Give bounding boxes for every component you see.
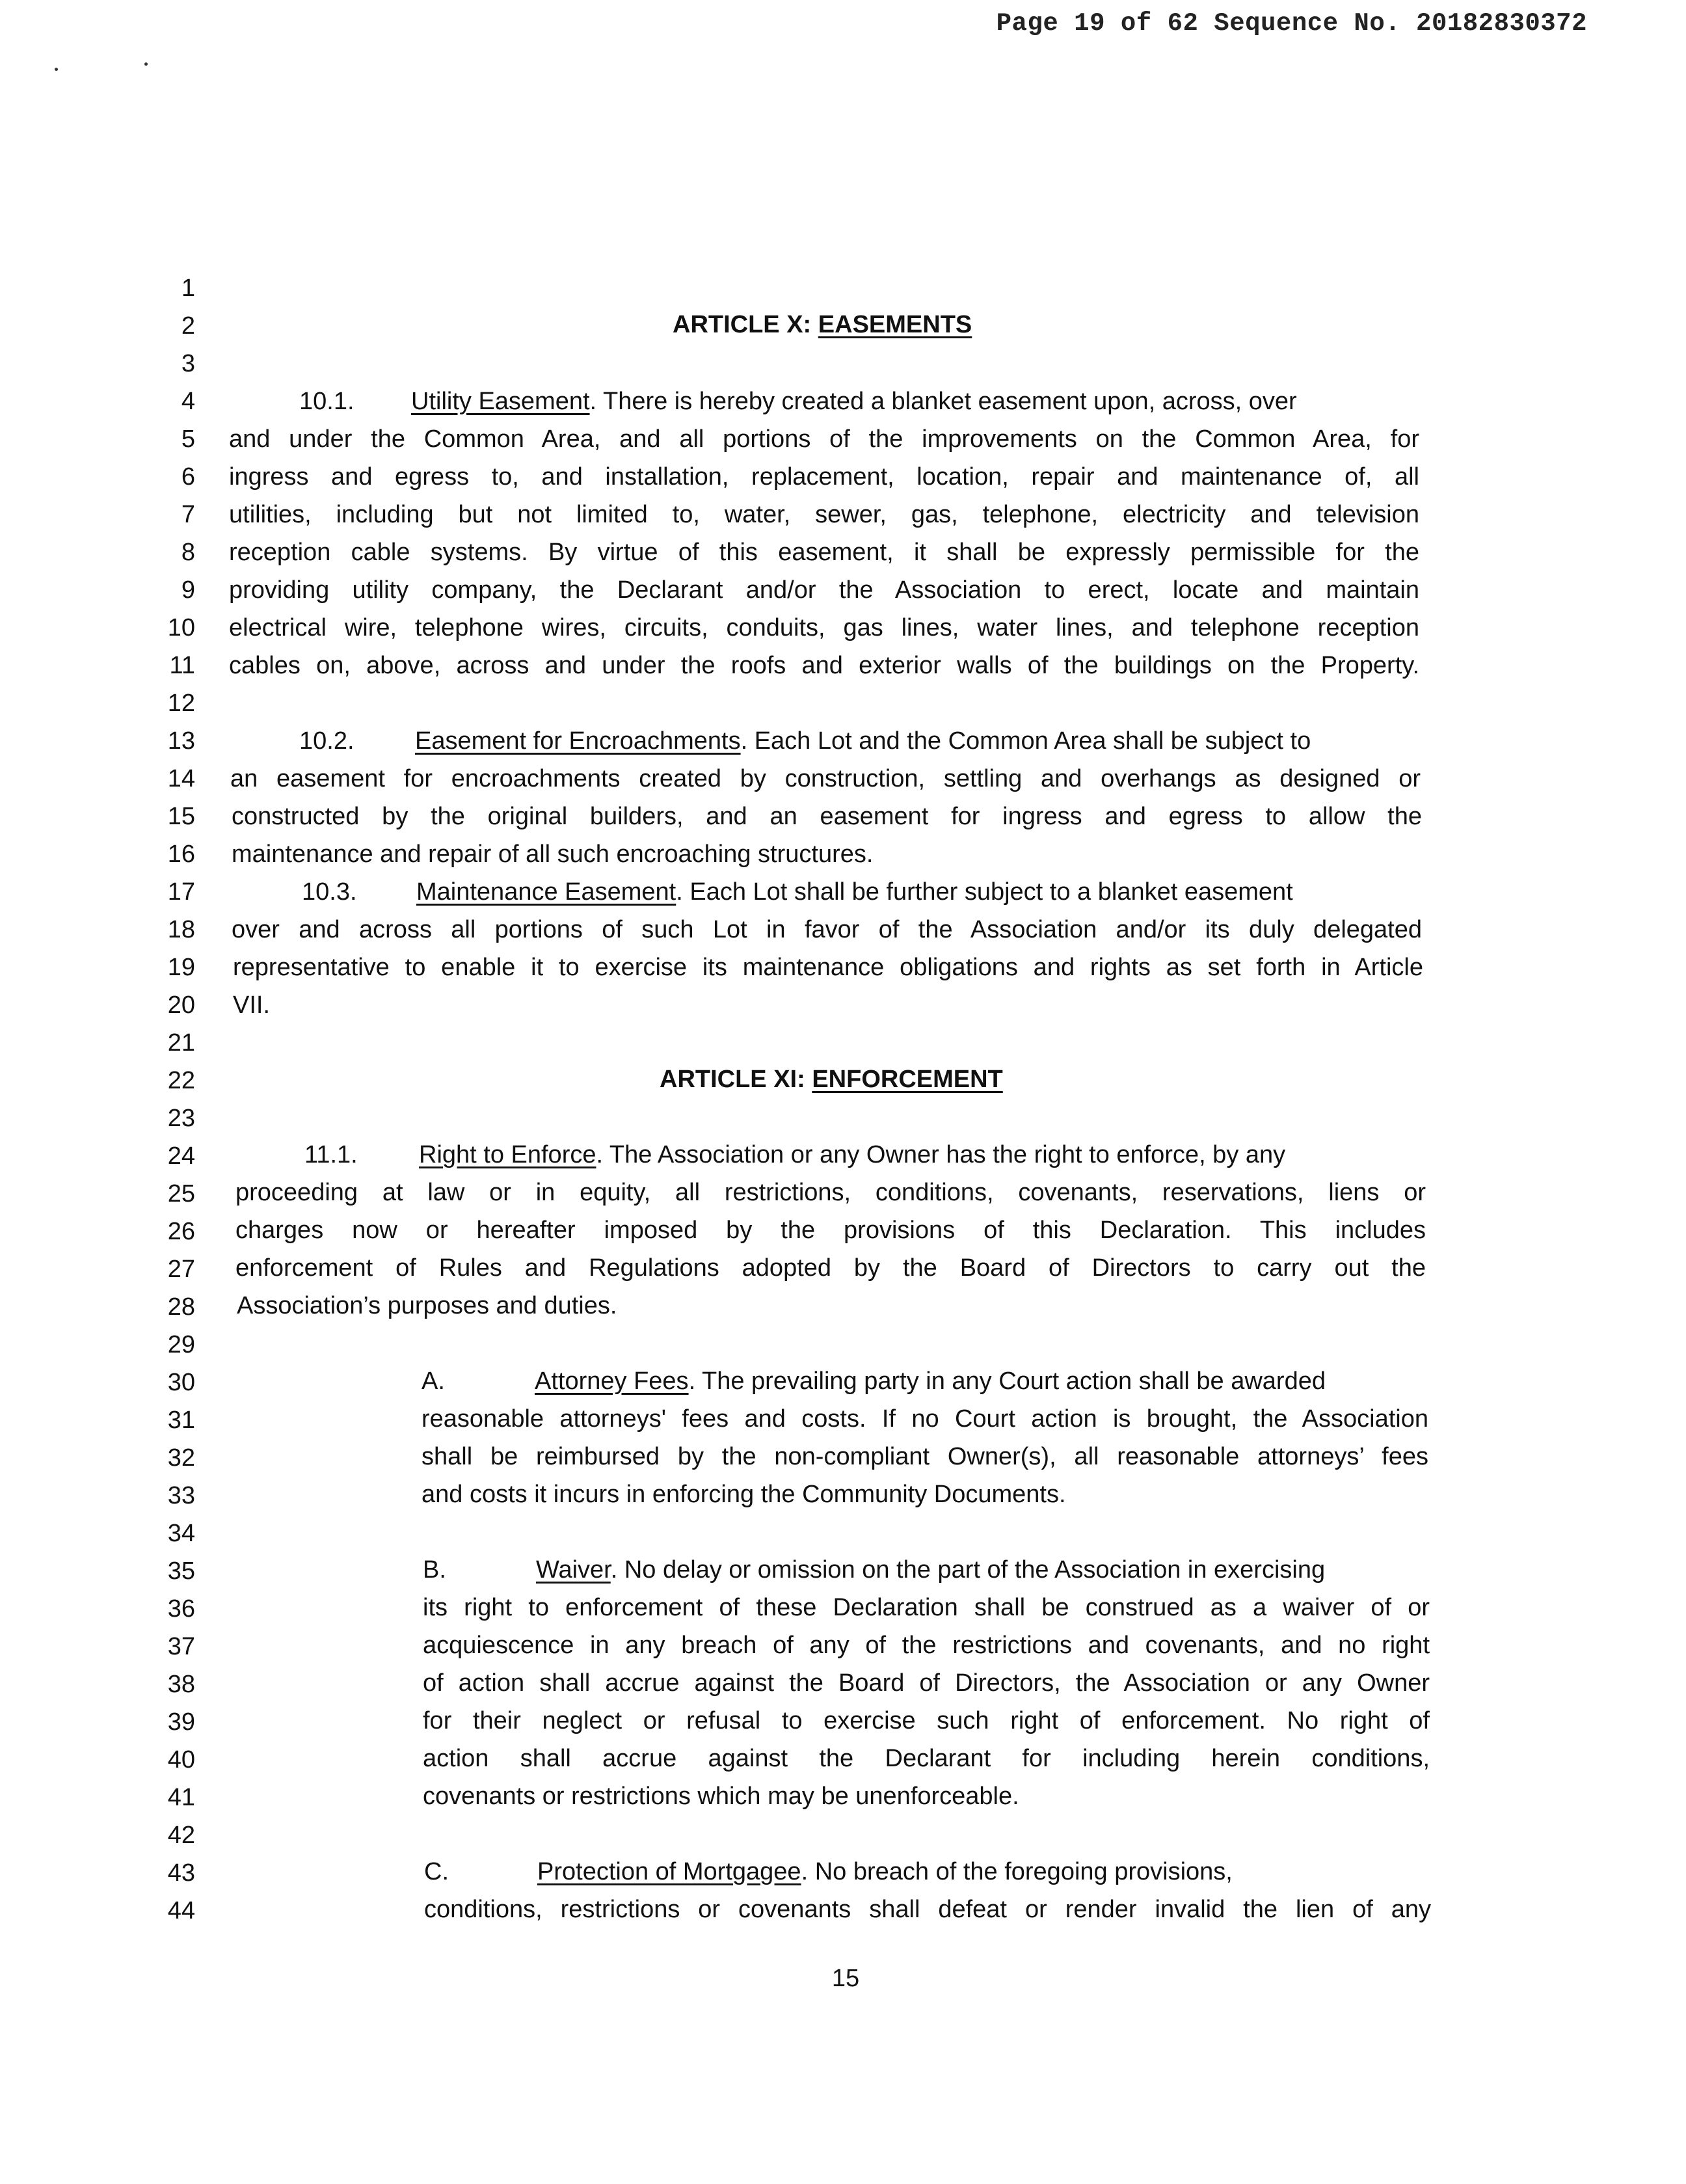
line-number: 41 — [167, 1784, 195, 1811]
section-10-1-number: 10.1. — [299, 388, 355, 415]
section-11-1-number: 11.1. — [304, 1141, 358, 1168]
line-number: 44 — [167, 1897, 195, 1924]
line-number: 30 — [167, 1369, 195, 1396]
line-number: 28 — [167, 1293, 195, 1321]
subsection-c-first-line: Protection of Mortgagee. No breach of the foregoing provisions, — [537, 1858, 1233, 1885]
subsection-b-title: Waiver — [536, 1556, 611, 1584]
line-number: 4 — [181, 388, 195, 415]
article-x-title: EASEMENTS — [818, 311, 972, 338]
subsection-c-title: Protection of Mortgagee — [537, 1858, 801, 1885]
subsection-b-line: action shall accrue against the Declarant for including herein conditions, — [423, 1745, 1430, 1772]
section-10-1-line: utilities, including but not limited to, water, sewer, gas, telephone, electricity and television — [229, 501, 1419, 528]
line-number: 13 — [167, 727, 195, 755]
line-number: 39 — [167, 1708, 195, 1736]
line-number: 31 — [167, 1407, 195, 1434]
subsection-b-line: for their neglect or refusal to exercise such right of enforcement. No right of — [423, 1707, 1430, 1734]
section-10-1-line: ingress and egress to, and installation, replacement, location, repair and maintenance of, all — [229, 463, 1419, 491]
subsection-a-line: reasonable attorneys' fees and costs. If no Court action is brought, the Association — [421, 1405, 1428, 1433]
line-number: 16 — [167, 841, 195, 868]
line-number: 17 — [167, 878, 195, 906]
line-number: 7 — [181, 501, 195, 528]
section-11-1-title: Right to Enforce — [419, 1141, 596, 1168]
line-number: 42 — [167, 1822, 195, 1849]
section-11-1-line: enforcement of Rules and Regulations adopted by the Board of Directors to carry out the — [235, 1254, 1426, 1282]
subsection-b-line: its right to enforcement of these Declaration shall be construed as a waiver of or — [423, 1594, 1430, 1621]
line-number: 20 — [167, 991, 195, 1019]
line-number: 15 — [167, 803, 195, 830]
line-number: 24 — [167, 1142, 195, 1170]
subsection-b-letter: B. — [423, 1556, 446, 1584]
article-xi-title: ENFORCEMENT — [812, 1066, 1003, 1093]
line-number: 23 — [167, 1105, 195, 1132]
line-number: 32 — [167, 1444, 195, 1472]
line-number: 22 — [167, 1067, 195, 1094]
section-10-2-title: Easement for Encroachments — [415, 727, 741, 755]
section-11-1-line: proceeding at law or in equity, all restrictions, conditions, covenants, reservations, liens or — [235, 1179, 1426, 1206]
line-number: 29 — [167, 1331, 195, 1358]
section-10-3-line: over and across all portions of such Lot in favor of the Association and/or its duly delegated — [232, 916, 1422, 943]
section-10-1-title: Utility Easement — [411, 388, 590, 415]
subsection-a-letter: A. — [421, 1368, 445, 1395]
section-10-2-line: an easement for encroachments created by construction, settling and overhangs as designed or — [230, 765, 1421, 792]
line-number: 12 — [167, 690, 195, 717]
subsection-a-line: shall be reimbursed by the non-compliant Owner(s), all reasonable attorneys’ fees — [421, 1443, 1428, 1470]
line-number: 27 — [167, 1256, 195, 1283]
line-number: 11 — [169, 652, 195, 679]
line-number: 40 — [167, 1746, 195, 1773]
article-x-heading: ARTICLE X: EASEMENTS — [673, 311, 972, 338]
subsection-a-line: and costs it incurs in enforcing the Community Documents. — [421, 1481, 1066, 1508]
section-10-1-line: providing utility company, the Declarant and/or the Association to erect, locate and maintain — [229, 576, 1419, 604]
line-number: 9 — [181, 576, 195, 604]
scan-speck — [144, 62, 148, 66]
line-number: 38 — [167, 1671, 195, 1698]
line-number: 21 — [167, 1029, 195, 1057]
line-number: 3 — [181, 350, 195, 377]
article-xi-heading: ARTICLE XI: ENFORCEMENT — [660, 1066, 1003, 1093]
subsection-b-first-line: Waiver. No delay or omission on the part of the Association in exercising — [536, 1556, 1326, 1584]
section-10-2-first-line: Easement for Encroachments. Each Lot and the Common Area shall be subject to — [415, 727, 1311, 755]
section-10-1-first-line: Utility Easement. There is hereby created a blanket easement upon, across, over — [411, 388, 1297, 415]
section-10-3-line: representative to enable it to exercise its maintenance obligations and rights as set forth in Article — [233, 954, 1423, 981]
section-10-1-line: electrical wire, telephone wires, circuits, conduits, gas lines, water lines, and telephone reception — [229, 614, 1419, 641]
line-number: 26 — [167, 1218, 195, 1245]
page-header: Page 19 of 62 Sequence No. 20182830372 — [996, 9, 1587, 38]
line-number: 36 — [167, 1595, 195, 1623]
subsection-a-first-line: Attorney Fees. The prevailing party in any Court action shall be awarded — [535, 1368, 1326, 1395]
section-10-3-number: 10.3. — [302, 878, 357, 906]
subsection-c-letter: C. — [424, 1858, 449, 1885]
line-number: 5 — [181, 425, 195, 453]
subsection-b-line: acquiescence in any breach of any of the restrictions and covenants, and no right — [423, 1632, 1430, 1659]
section-10-1-line: reception cable systems. By virtue of this easement, it shall be expressly permissible for the — [229, 539, 1419, 566]
line-number: 37 — [167, 1633, 195, 1660]
scan-speck — [55, 68, 58, 71]
section-10-3-first-line: Maintenance Easement. Each Lot shall be further subject to a blanket easement — [416, 878, 1293, 906]
line-number: 33 — [167, 1482, 195, 1509]
section-10-3-title: Maintenance Easement — [416, 878, 676, 906]
line-number: 8 — [181, 539, 195, 566]
line-number: 18 — [167, 916, 195, 943]
section-10-2-line: maintenance and repair of all such encroaching structures. — [232, 841, 874, 868]
line-number: 10 — [167, 614, 195, 641]
section-10-2-line: constructed by the original builders, and an easement for ingress and egress to allow the — [232, 803, 1422, 830]
line-number: 2 — [181, 312, 195, 340]
line-number: 25 — [167, 1180, 195, 1207]
subsection-a-title: Attorney Fees — [535, 1368, 689, 1395]
section-10-1-line: and under the Common Area, and all portions of the improvements on the Common Area, for — [229, 425, 1419, 453]
section-11-1-line: charges now or hereafter imposed by the provisions of this Declaration. This includes — [235, 1217, 1426, 1244]
section-10-2-number: 10.2. — [299, 727, 355, 755]
line-number: 19 — [167, 954, 195, 981]
section-11-1-first-line: Right to Enforce. The Association or any Owner has the right to enforce, by any — [419, 1141, 1286, 1168]
line-number: 6 — [181, 463, 195, 491]
line-number: 35 — [167, 1557, 195, 1585]
page-number: 15 — [831, 1965, 860, 1992]
subsection-b-line: covenants or restrictions which may be unenforceable. — [423, 1783, 1019, 1810]
subsection-c-line: conditions, restrictions or covenants shall defeat or render invalid the lien of any — [424, 1896, 1431, 1923]
line-number: 43 — [167, 1859, 195, 1887]
line-number: 34 — [167, 1520, 195, 1547]
subsection-b-line: of action shall accrue against the Board of Directors, the Association or any Owner — [423, 1669, 1430, 1697]
line-number: 14 — [167, 765, 195, 792]
section-10-1-line: cables on, above, across and under the roofs and exterior walls of the buildings on the Property. — [229, 652, 1419, 679]
line-number: 1 — [181, 275, 195, 302]
section-11-1-line: Association’s purposes and duties. — [237, 1292, 617, 1319]
section-10-3-line: VII. — [233, 991, 271, 1019]
